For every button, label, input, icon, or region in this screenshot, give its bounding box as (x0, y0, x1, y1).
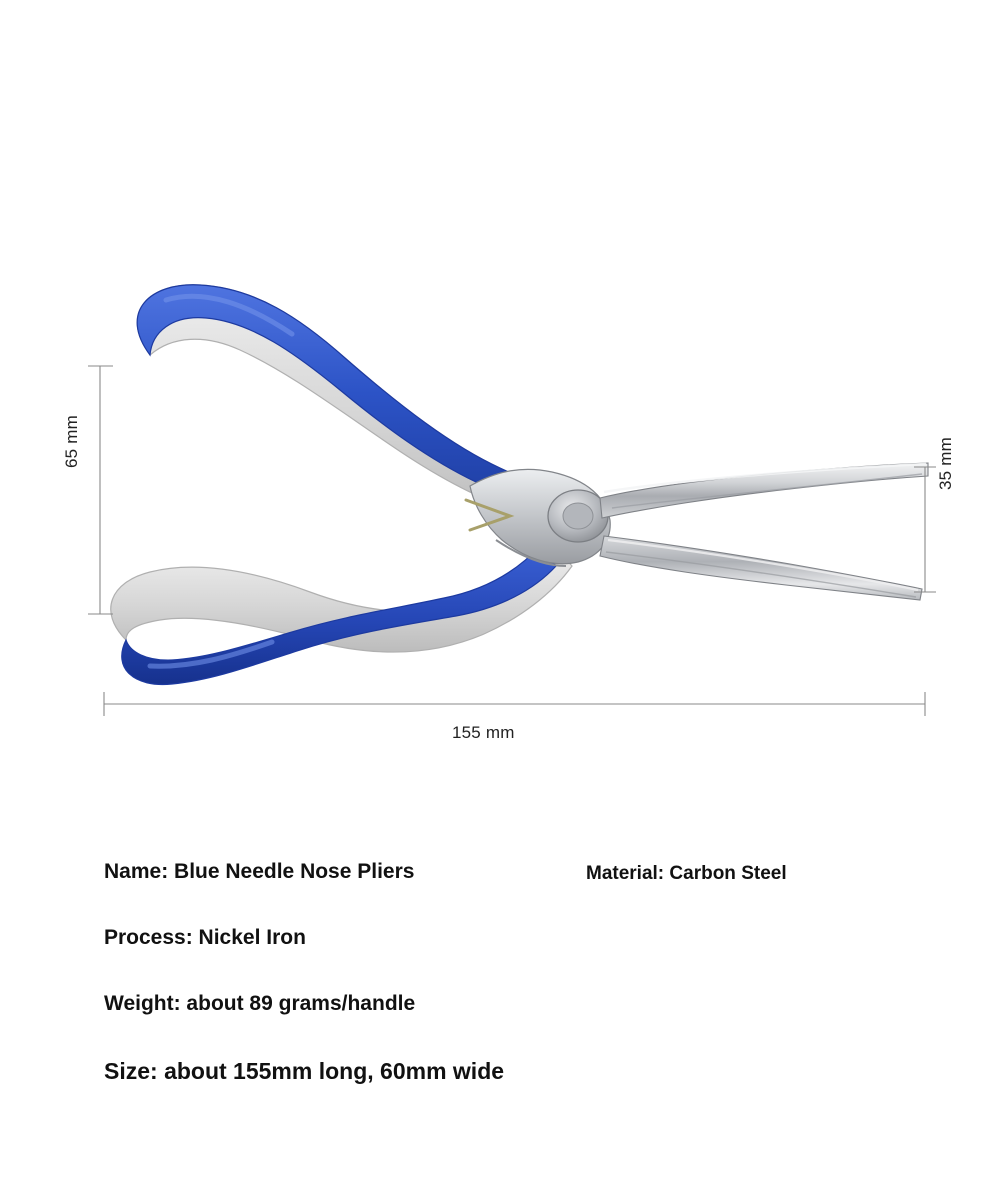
lower-jaw (600, 536, 922, 600)
spec-row-weight (0, 992, 1001, 1058)
length-dimension-label: 155 mm (452, 723, 515, 742)
spec-size: Size: about 155mm long, 60mm wide (104, 1058, 505, 1084)
pliers-joint (466, 469, 610, 566)
upper-jaw (600, 463, 928, 518)
spec-row-process (0, 926, 1001, 992)
spec-material: Material: Carbon Steel (586, 863, 787, 884)
spec-weight: Weight: about 89 grams/handle (104, 992, 416, 1015)
product-specifications (0, 860, 1001, 1124)
lower-handle (111, 546, 572, 685)
spec-process: Process: Nickel Iron (104, 926, 306, 949)
spec-row-size (0, 1058, 1001, 1124)
tip-opening-dimension-label: 35 mm (936, 437, 955, 490)
pivot-rivet-inner (563, 503, 593, 529)
spec-row-name (0, 860, 1001, 926)
height-dimension-label: 65 mm (62, 415, 81, 468)
spec-name: Name: Blue Needle Nose Pliers (104, 860, 415, 883)
